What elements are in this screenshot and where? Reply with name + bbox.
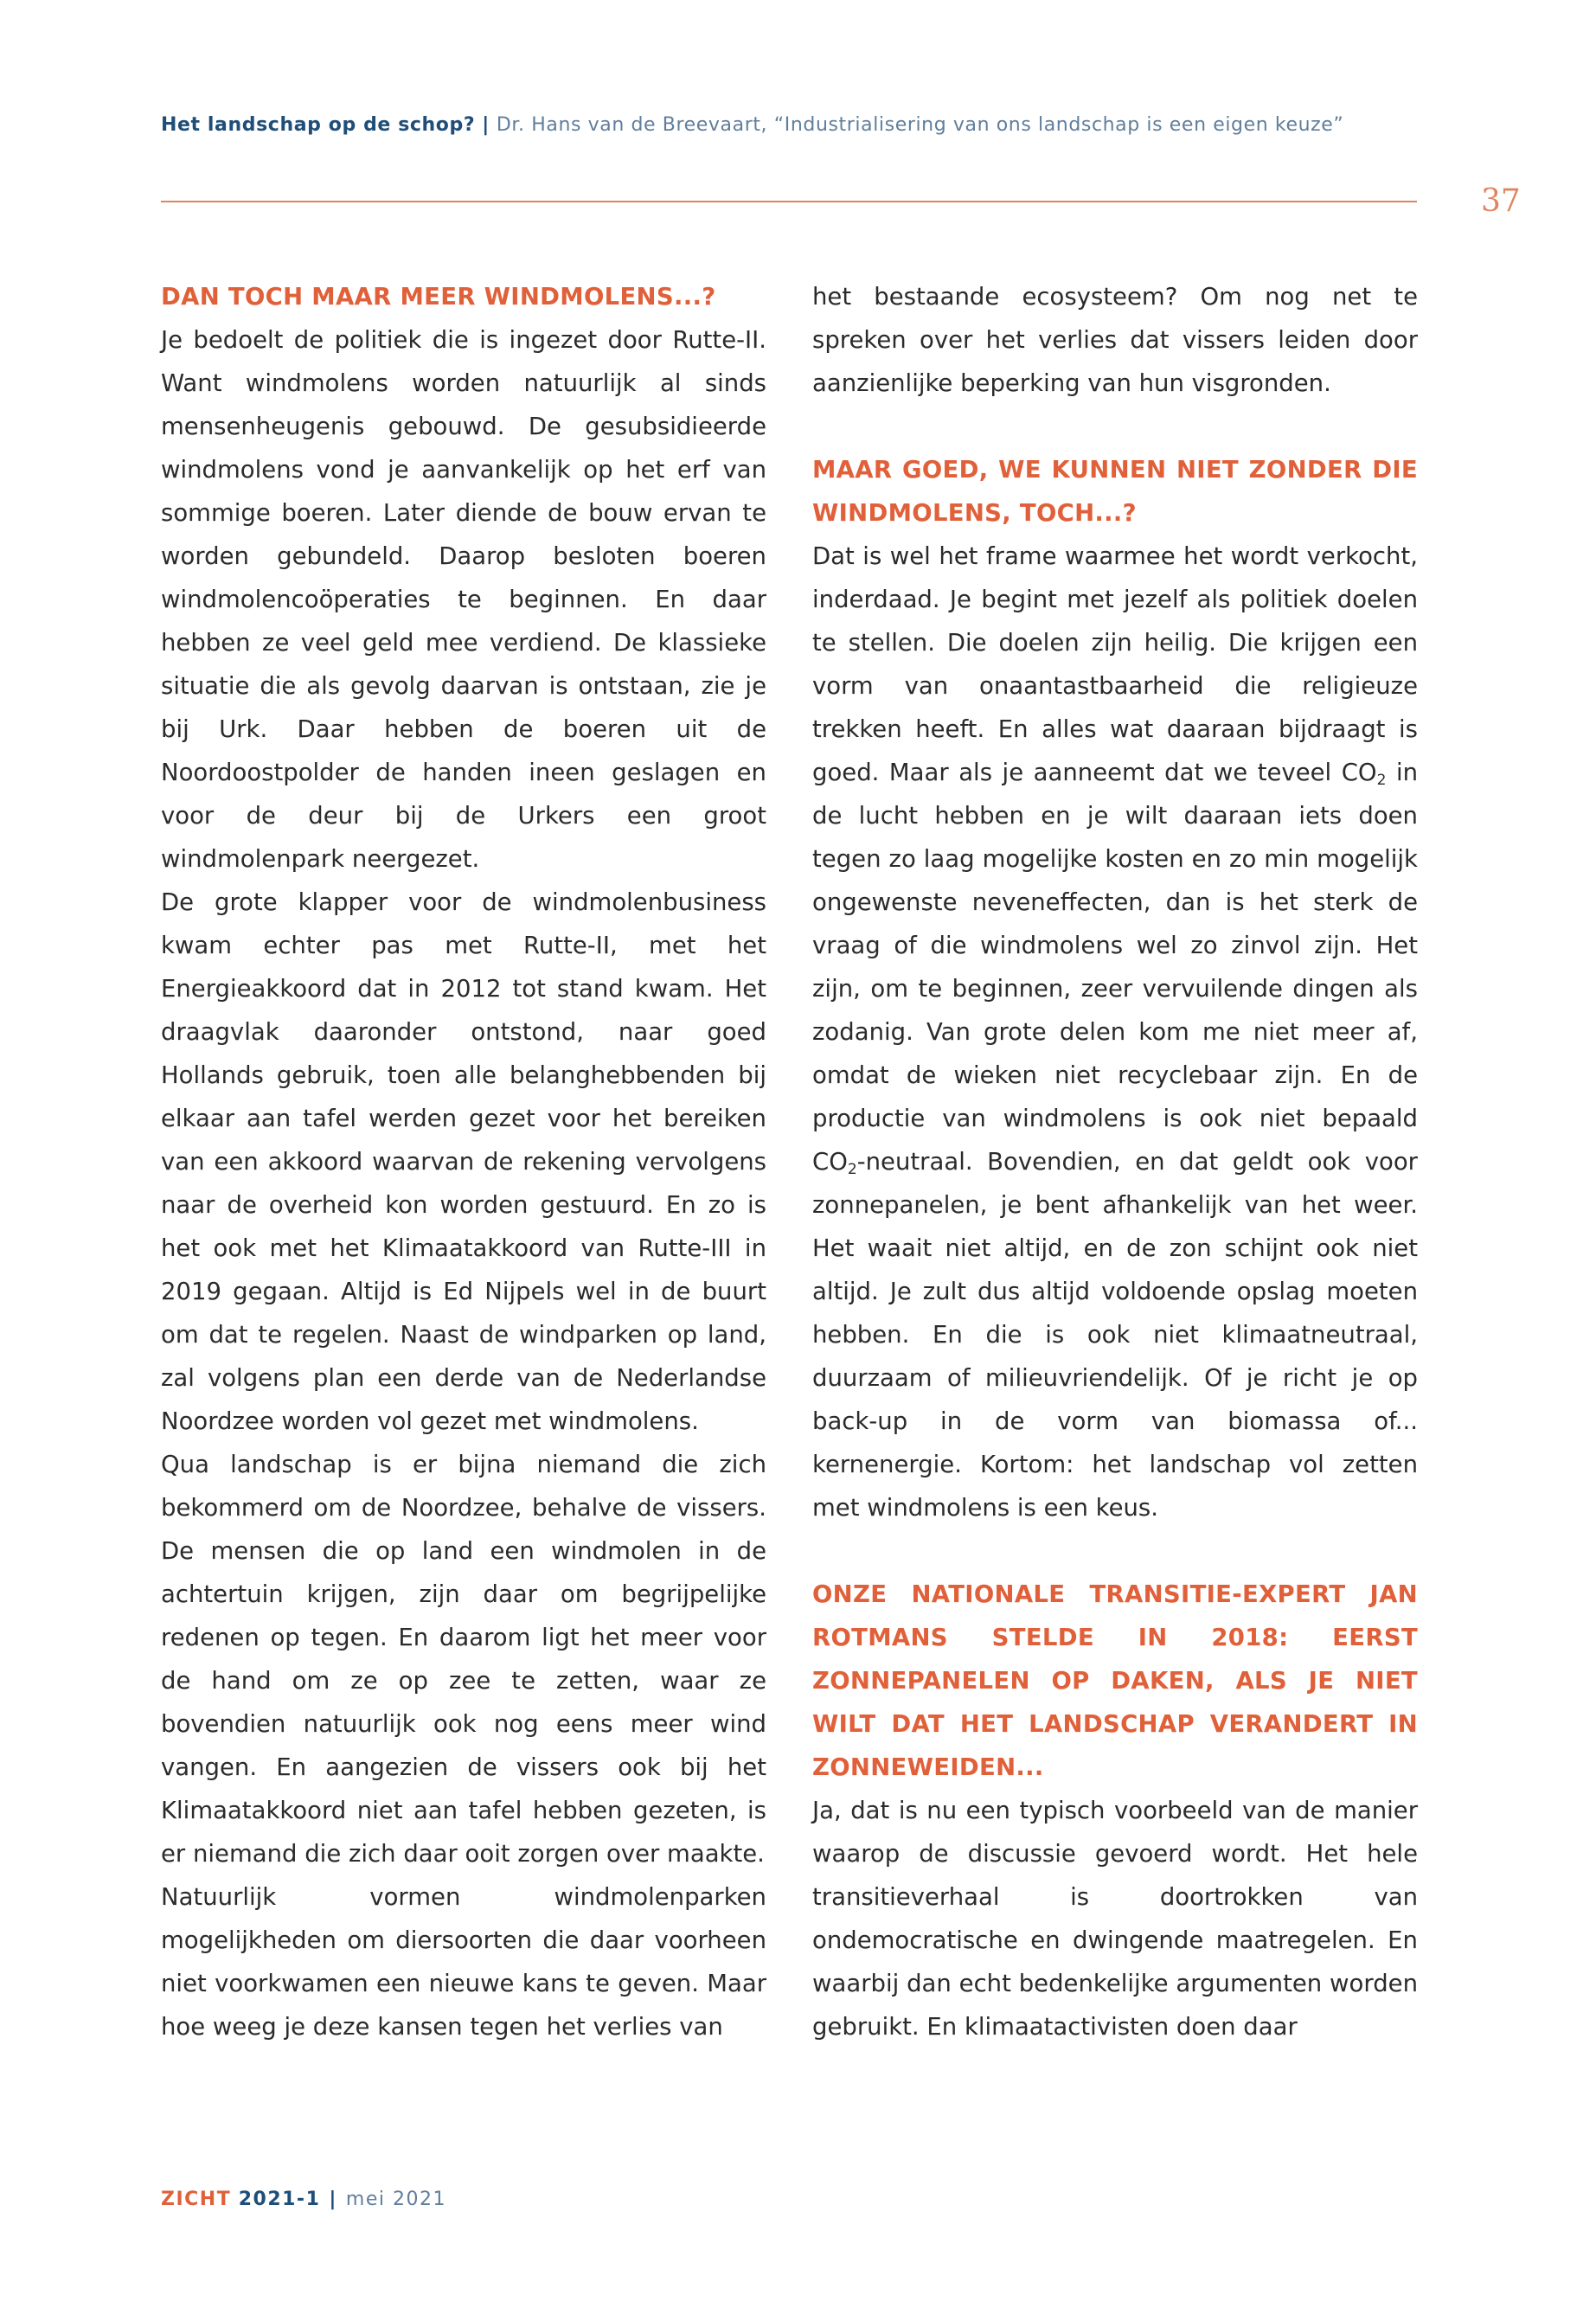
answer-paragraph: De grote klapper voor de windmolenbusiness kwam echter pas met Rutte-II, met het Energieakkoord dat in 2012 tot stand kwam. Het draagvlak daaronder ontstond, naar goed Hollands gebruik, toen alle belanghebbenden bij elkaar aan tafel werden gezet voor het bereiken van een akkoord waarvan de rekening vervolgens naar de overheid kon worden gestuurd. En zo is het ook met het Klimaatakkoord van Rutte-III in 2019 gegaan. Altijd is Ed Nijpels wel in de buurt om dat te regelen. Naast de windparken op land, zal volgens plan een derde van de Nederlandse Noordzee worden vol gezet met windmolens. [161,888,766,1435]
left-column [161,275,766,2048]
answer-paragraph [812,535,1418,1529]
footer [161,2189,446,2210]
interview-question: ONZE NATIONALE TRANSITIE-EXPERT JAN ROTMANS STELDE IN 2018: EERST ZONNEPANELEN OP DAKEN, ALS JE NIET WILT DAT HET LANDSCHAP VERANDERT IN ZONNEWEIDEN... [812,1580,1418,1781]
answer-text: in de lucht hebben en je wilt daaraan iets doen tegen zo laag mogelijke kosten en zo min mogelijk ongewenste neveneffecten, dan is het sterk de vraag of die windmolens wel zo zinvol zijn. Het zijn, om te beginnen, zeer vervuilende dingen als zodanig. Van grote delen kom me niet meer af, omdat de wieken niet recyclebaar zijn. En de productie van windmolens is ook niet bepaald CO [812,759,1419,1176]
issue-number: 2021-1 [238,2189,321,2210]
interview-question: MAAR GOED, WE KUNNEN NIET ZONDER DIE WINDMOLENS, TOCH...? [812,456,1418,527]
answer-paragraph: Qua landschap is er bijna niemand die zich bekommerd om de Noordzee, behalve de vissers. De mensen die op land een windmolen in de achtertuin krijgen, zijn daar om begrijpelijke redenen op tegen. En daarom ligt het meer voor de hand om ze op zee te zetten, waar ze bovendien natuurlijk ook nog eens meer wind vangen. En aangezien de vissers ook bij het Klimaatakkoord niet aan tafel hebben gezeten, is er niemand die zich daar ooit zorgen over maakte. [161,1451,766,1868]
footer-separator: | [329,2189,337,2210]
answer-paragraph: het bestaande ecosysteem? Om nog net te spreken over het verlies dat vissers leiden door aanzienlijke beperking van hun visgronden. [812,283,1418,397]
answer-text: Dat is wel het frame waarmee het wordt verkocht, inderdaad. Je begint met jezelf als politiek doelen te stellen. Die doelen zijn heilig. Die krijgen een vorm van onaantastbaarheid die religieuze trekken heeft. En alles wat daaraan bijdraagt is goed. Maar als je aanneemt dat we teveel CO [812,542,1418,786]
answer-paragraph: Je bedoelt de politiek die is ingezet door Rutte-II. Want windmolens worden natuurlijk al sinds mensenheugenis gebouwd. De gesubsidieerde windmolens vond je aanvankelijk op het erf van sommige boeren. Later diende de bouw ervan te worden gebundeld. Daarop besloten boeren windmolencoöperaties te beginnen. En daar hebben ze veel geld mee verdiend. De klassieke situatie die als gevolg daarvan is ontstaan, zie je bij Urk. Daar hebben de boeren uit de Noordoostpolder de handen ineen geslagen en voor de deur bij de Urkers een groot windmolenpark neergezet. [161,326,766,873]
header-separator: | [482,114,490,136]
subscript: 2 [847,1161,857,1178]
subscript: 2 [1376,772,1387,789]
answer-text: -neutraal. Bovendien, en dat geldt ook voor zonnepanelen, je bent afhankelijk van het weer. Het waait niet altijd, en de zon schijnt ook niet altijd. Je zult dus altijd voldoende opslag moeten hebben. En die is ook niet klimaatneutraal, duurzaam of milieuvriendelijk. Of je richt je op back-up in de vorm van biomassa of... kernenergie. Kortom: het landschap vol zetten met windmolens is een keus. [812,1148,1418,1522]
magazine-name: ZICHT [161,2189,232,2210]
paragraph-gap [812,1529,1418,1573]
page-number: 37 [1481,183,1521,219]
issue-date: mei 2021 [345,2189,446,2210]
series-title: Het landschap op de schop? [161,114,476,136]
right-column [812,275,1418,2048]
paragraph-gap [812,405,1418,448]
article-title: Dr. Hans van de Breevaart, “Industrialisering van ons landschap is een eigen keuze” [496,114,1344,136]
header-rule [161,201,1417,202]
answer-paragraph: Natuurlijk vormen windmolenparken mogelijkheden om diersoorten die daar voorheen niet voorkwamen een nieuwe kans te geven. Maar hoe weeg je deze kansen tegen het verlies van [161,1883,766,2041]
interview-question: DAN TOCH MAAR MEER WINDMOLENS...? [161,283,716,311]
running-header [161,114,1424,136]
answer-paragraph: Ja, dat is nu een typisch voorbeeld van de manier waarop de discussie gevoerd wordt. Het hele transitieverhaal is doortrokken van ondemocratische en dwingende maatregelen. En waarbij dan echt bedenkelijke argumenten worden gebruikt. En klimaatactivisten doen daar [812,1797,1418,2041]
